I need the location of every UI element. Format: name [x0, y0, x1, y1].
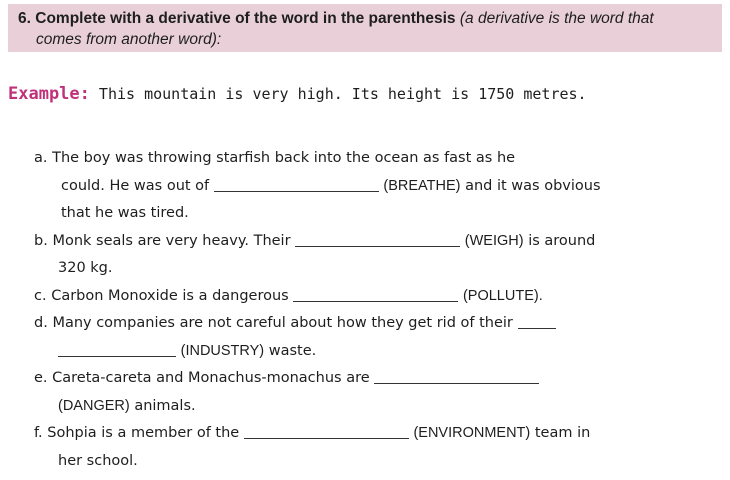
item-c-word: (POLLUTE).: [462, 287, 543, 304]
item-d-word: (INDUSTRY): [180, 342, 265, 359]
item-a-line-3: [34, 200, 724, 228]
instruction-box: [8, 4, 722, 52]
item-a-blank[interactable]: [214, 176, 379, 192]
example-sentence: This mountain is very high. Its height is 1750 metres.: [98, 85, 587, 103]
item-a-text-3: and it was obvious: [465, 177, 601, 194]
item-c-letter: c.: [34, 287, 47, 304]
item-b-text-1: Monk seals are very heavy. Their: [52, 232, 291, 249]
item-a-word: (BREATHE): [383, 177, 461, 194]
item-a-text-4: that he was tired.: [61, 205, 189, 221]
exercise-number: 6.: [18, 10, 31, 27]
item-b-line-1: [34, 228, 724, 256]
item-e-line-2: [34, 393, 724, 421]
item-f-text-2: team in: [534, 425, 591, 441]
item-e-word: (DANGER): [58, 397, 130, 414]
item-f-blank[interactable]: [244, 423, 409, 439]
item-b-blank[interactable]: [295, 231, 460, 247]
item-f-line-1: [34, 420, 724, 448]
item-c-blank[interactable]: [293, 286, 458, 302]
item-a-text-1: The boy was throwing starfish back into the ocean as fast as he: [52, 150, 516, 166]
item-a-text-2: could. He was out of: [61, 177, 210, 194]
item-d-letter: d.: [34, 315, 48, 331]
item-b-text-2: is around: [528, 232, 596, 249]
instruction-note-2: comes from another word):: [36, 31, 222, 48]
example-line: [8, 84, 587, 104]
item-e-text-1: Careta-careta and Monachus-monachus are: [52, 370, 370, 386]
item-f-word: (ENVIRONMENT): [413, 425, 531, 441]
item-b-line-2: [34, 255, 724, 283]
item-a-line-2: [34, 173, 724, 201]
instruction-note-1: (a derivative is the word that: [459, 10, 654, 27]
item-e-letter: e.: [34, 370, 48, 386]
exercise-items: [34, 145, 724, 475]
instruction-line-1: [18, 8, 712, 29]
item-e-line-1: [34, 365, 724, 393]
item-b-text-3: 320 kg.: [58, 260, 113, 276]
item-c-text-1: Carbon Monoxide is a dangerous: [51, 287, 289, 304]
item-c-line-1: [34, 283, 724, 311]
item-b-letter: b.: [34, 232, 48, 249]
example-label: Example:: [8, 84, 90, 104]
item-d-blank-2[interactable]: [58, 341, 176, 357]
item-f-letter: f.: [34, 425, 43, 441]
item-e-text-2: animals.: [134, 397, 196, 414]
item-d-line-1: [34, 310, 724, 338]
item-d-text-1: Many companies are not careful about how they get rid of their: [52, 315, 513, 331]
item-d-text-2: waste.: [268, 342, 317, 359]
item-a-line-1: [34, 145, 724, 173]
item-f-line-2: [34, 448, 724, 476]
instruction-text: Complete with a derivative of the word in the parenthesis: [35, 10, 456, 27]
item-e-blank[interactable]: [374, 368, 539, 384]
item-a-letter: a.: [34, 150, 48, 166]
item-f-text-3: her school.: [58, 452, 138, 469]
item-b-word: (WEIGH): [464, 232, 524, 249]
item-d-line-2: [34, 338, 724, 366]
item-d-blank-1[interactable]: [518, 313, 556, 329]
item-f-text-1: Sohpia is a member of the: [47, 425, 240, 441]
